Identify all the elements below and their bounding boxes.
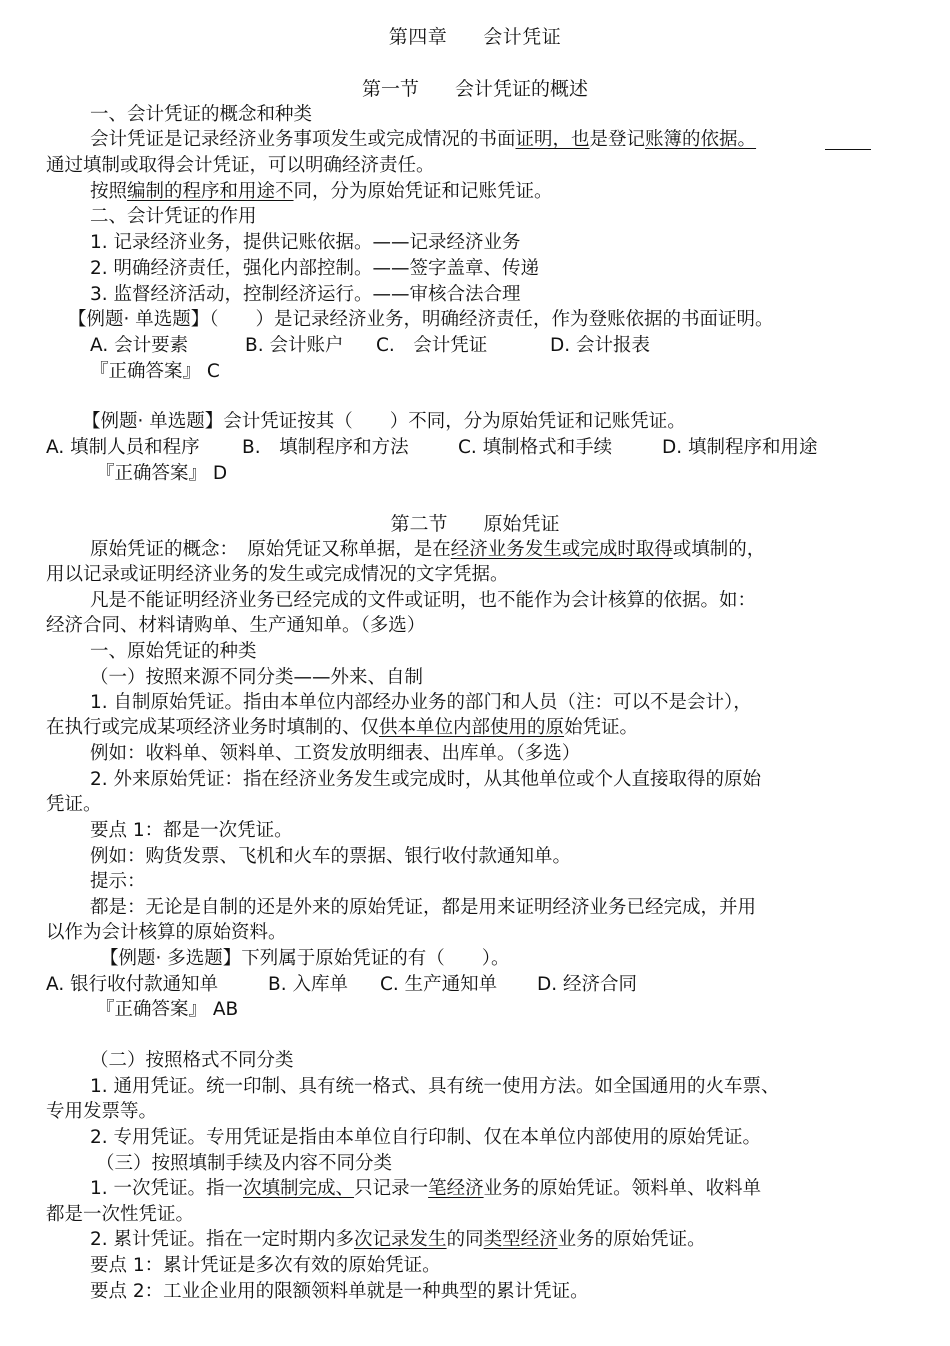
one-time-line1: 1. 一次凭证。指一次填制完成、只记录一笔经济业务的原始凭证。领料单、收料单 [90, 1178, 762, 1199]
function-item: 3. 监督经济活动，控制经济运行。——审核合法合理 [90, 284, 521, 305]
function-item: 2. 明确经济责任，强化内部控制。——签字盖章、传递 [90, 258, 540, 279]
example-3-option-a: A. 银行收付款通知单 [46, 974, 219, 995]
example-2-option-b: B. 填制程序和方法 [242, 437, 409, 458]
example-2-option-a: A. 填制人员和程序 [46, 437, 200, 458]
external-line2: 凭证。 [46, 794, 102, 815]
not-evidence-line1: 凡是不能证明经济业务已经完成的文件或证明，也不能作为会计核算的依据。如： [90, 590, 757, 611]
general-voucher-line2: 专用发票等。 [46, 1101, 158, 1122]
one-time-line2: 都是一次性凭证。 [46, 1204, 195, 1225]
example-3-question: 【例题· 多选题】下列属于原始凭证的有（ ）。 [100, 948, 510, 969]
cumulative-point-1: 要点 1：累计凭证是多次有效的原始凭证。 [90, 1255, 441, 1276]
heading-concept-and-types: 一、会计凭证的概念和种类 [90, 104, 313, 125]
external-example: 例如：购货发票、飞机和火车的票据、银行收付款通知单。 [90, 846, 572, 867]
subheading-by-source: （一）按照来源不同分类——外来、自制 [90, 667, 424, 688]
example-1-option-a: A. 会计要素 [90, 335, 189, 356]
example-3-option-d: D. 经济合同 [537, 974, 638, 995]
heading-types: 一、原始凭证的种类 [90, 641, 257, 662]
self-made-line2: 在执行或完成某项经济业务时填制的、仅供本单位内部使用的原始凭证。 [46, 717, 639, 738]
cumulative-line1: 2. 累计凭证。指在一定时期内多次记录发生的同类型经济业务的原始凭证。 [90, 1229, 706, 1250]
section-1-heading: 第一节 会计凭证的概述 [361, 78, 589, 100]
example-2-option-c: C. 填制格式和手续 [458, 437, 613, 458]
heading-functions: 二、会计凭证的作用 [90, 206, 257, 227]
example-1-answer: 『正确答案』 C [90, 361, 220, 382]
paragraph-definition-line1: 会计凭证是记录经济业务事项发生或完成情况的书面证明，也是登记账簿的依据。 [90, 129, 757, 150]
example-3-answer: 『正确答案』 AB [96, 999, 239, 1020]
chapter-title: 第四章 会计凭证 [388, 26, 562, 48]
example-3-option-c: C. 生产通知单 [380, 974, 498, 995]
example-1-option-b: B. 会计账户 [245, 335, 344, 356]
example-2-question: 【例题· 单选题】会计凭证按其（ ）不同，分为原始凭证和记账凭证。 [82, 411, 686, 432]
concept-line1: 原始凭证的概念： 原始凭证又称单据，是在经济业务发生或完成时取得或填制的， [90, 539, 766, 560]
example-1-option-c: C. 会计凭证 [376, 335, 488, 356]
subheading-by-format: （二）按照格式不同分类 [90, 1050, 294, 1071]
self-made-line1: 1. 自制原始凭证。指由本单位内部经办业务的部门和人员（注：可以不是会计）， [90, 692, 752, 713]
paragraph-classification: 按照编制的程序和用途不同，分为原始凭证和记账凭证。 [90, 181, 553, 202]
tip-line2: 以作为会计核算的原始资料。 [46, 922, 287, 943]
key-point-1: 要点 1：都是一次凭证。 [90, 820, 293, 841]
cumulative-point-2: 要点 2：工业企业用的限额领料单就是一种典型的累计凭证。 [90, 1281, 589, 1302]
example-2-option-d: D. 填制程序和用途 [662, 437, 818, 458]
self-made-example: 例如：收料单、领料单、工资发放明细表、出库单。（多选） [90, 743, 581, 764]
general-voucher-line1: 1. 通用凭证。统一印制、具有统一格式、具有统一使用方法。如全国通用的火车票、 [90, 1076, 780, 1097]
subheading-by-procedure: （三）按照填制手续及内容不同分类 [96, 1153, 393, 1174]
section-2-heading: 第二节 原始凭证 [390, 513, 560, 535]
external-line1: 2. 外来原始凭证：指在经济业务发生或完成时，从其他单位或个人直接取得的原始 [90, 769, 762, 790]
tip-label: 提示： [90, 871, 146, 892]
underline-tail [825, 149, 871, 150]
example-1-question: 【例题· 单选题】（ ）是记录经济业务，明确经济责任，作为登账依据的书面证明。 [68, 309, 774, 330]
not-evidence-line2: 经济合同、材料请购单、生产通知单。（多选） [46, 615, 426, 636]
tip-line1: 都是：无论是自制的还是外来的原始凭证，都是用来证明经济业务已经完成，并用 [90, 897, 757, 918]
example-3-option-b: B. 入库单 [268, 974, 348, 995]
concept-line2: 用以记录或证明经济业务的发生或完成情况的文字凭据。 [46, 564, 509, 585]
example-2-answer: 『正确答案』 D [96, 463, 228, 484]
special-voucher: 2. 专用凭证。专用凭证是指由本单位自行印制、仅在本单位内部使用的原始凭证。 [90, 1127, 762, 1148]
paragraph-definition-line2: 通过填制或取得会计凭证，可以明确经济责任。 [46, 155, 435, 176]
function-item: 1. 记录经济业务，提供记账依据。——记录经济业务 [90, 232, 521, 253]
example-1-option-d: D. 会计报表 [550, 335, 651, 356]
